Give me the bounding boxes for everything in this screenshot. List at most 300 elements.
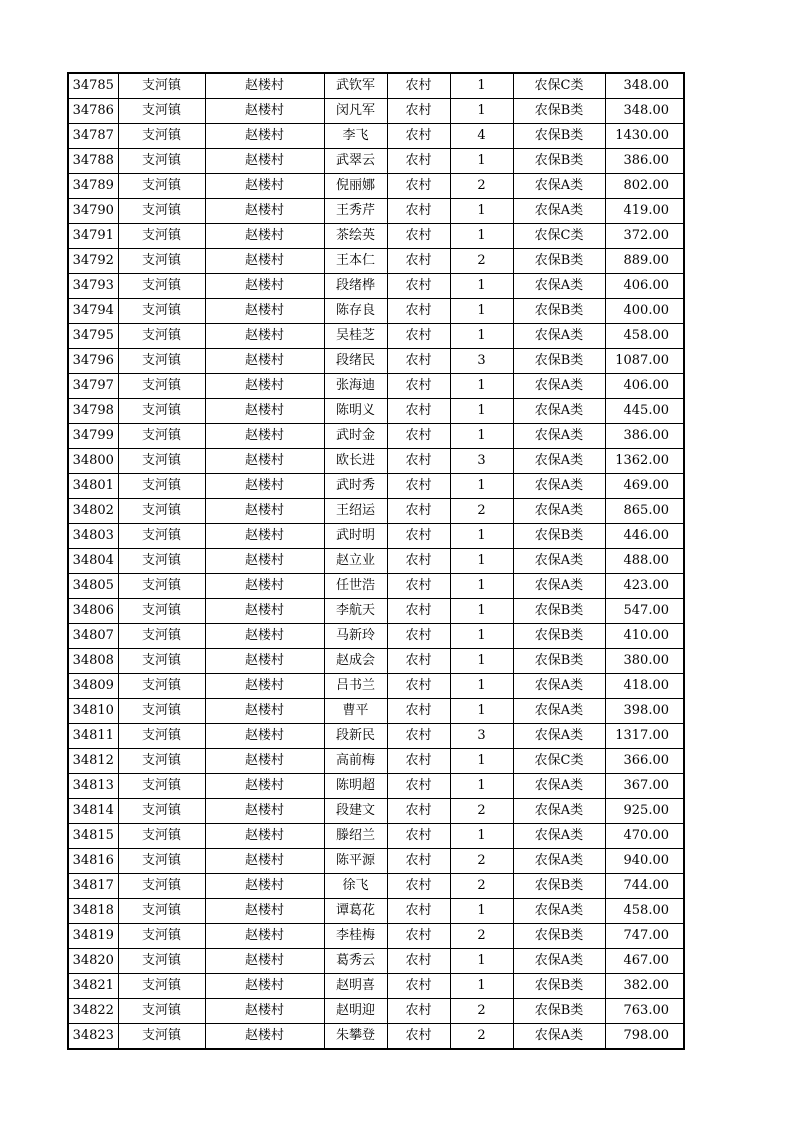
- amount-cell: 1317.00: [605, 724, 684, 749]
- town-cell: 支河镇: [118, 999, 205, 1024]
- name-cell: 赵立业: [324, 549, 387, 574]
- name-cell: 段绪民: [324, 349, 387, 374]
- serial-number-cell: 34795: [68, 324, 118, 349]
- household-size-cell: 1: [450, 749, 513, 774]
- name-cell: 任世浩: [324, 574, 387, 599]
- insurance-category-cell: 农保B类: [513, 974, 605, 999]
- household-size-cell: 2: [450, 849, 513, 874]
- insurance-category-cell: 农保A类: [513, 674, 605, 699]
- village-cell: 赵楼村: [205, 249, 324, 274]
- table-row: [68, 99, 684, 124]
- serial-number-cell: 34786: [68, 99, 118, 124]
- household-type-cell: 农村: [387, 799, 450, 824]
- serial-number-cell: 34785: [68, 73, 118, 99]
- town-cell: 支河镇: [118, 399, 205, 424]
- table-row: [68, 524, 684, 549]
- village-cell: 赵楼村: [205, 399, 324, 424]
- name-cell: 倪丽娜: [324, 174, 387, 199]
- household-type-cell: 农村: [387, 674, 450, 699]
- insurance-category-cell: 农保B类: [513, 249, 605, 274]
- household-size-cell: 1: [450, 774, 513, 799]
- name-cell: 赵明迎: [324, 999, 387, 1024]
- name-cell: 徐飞: [324, 874, 387, 899]
- household-size-cell: 1: [450, 624, 513, 649]
- household-size-cell: 3: [450, 449, 513, 474]
- serial-number-cell: 34805: [68, 574, 118, 599]
- insurance-category-cell: 农保C类: [513, 73, 605, 99]
- town-cell: 支河镇: [118, 699, 205, 724]
- name-cell: 张海迪: [324, 374, 387, 399]
- serial-number-cell: 34823: [68, 1024, 118, 1050]
- town-cell: 支河镇: [118, 574, 205, 599]
- amount-cell: 469.00: [605, 474, 684, 499]
- insurance-category-cell: 农保B类: [513, 524, 605, 549]
- household-size-cell: 2: [450, 999, 513, 1024]
- amount-cell: 367.00: [605, 774, 684, 799]
- serial-number-cell: 34801: [68, 474, 118, 499]
- village-cell: 赵楼村: [205, 149, 324, 174]
- household-type-cell: 农村: [387, 399, 450, 424]
- village-cell: 赵楼村: [205, 749, 324, 774]
- name-cell: 武时明: [324, 524, 387, 549]
- insurance-category-cell: 农保B类: [513, 99, 605, 124]
- insurance-category-cell: 农保B类: [513, 149, 605, 174]
- amount-cell: 1430.00: [605, 124, 684, 149]
- household-type-cell: 农村: [387, 249, 450, 274]
- town-cell: 支河镇: [118, 674, 205, 699]
- name-cell: 陈平源: [324, 849, 387, 874]
- town-cell: 支河镇: [118, 249, 205, 274]
- household-size-cell: 2: [450, 249, 513, 274]
- name-cell: 欧长进: [324, 449, 387, 474]
- household-type-cell: 农村: [387, 699, 450, 724]
- village-cell: 赵楼村: [205, 899, 324, 924]
- town-cell: 支河镇: [118, 1024, 205, 1050]
- insurance-category-cell: 农保A类: [513, 699, 605, 724]
- serial-number-cell: 34808: [68, 649, 118, 674]
- household-size-cell: 1: [450, 524, 513, 549]
- amount-cell: 410.00: [605, 624, 684, 649]
- village-cell: 赵楼村: [205, 799, 324, 824]
- household-size-cell: 1: [450, 224, 513, 249]
- town-cell: 支河镇: [118, 524, 205, 549]
- household-size-cell: 1: [450, 424, 513, 449]
- household-type-cell: 农村: [387, 99, 450, 124]
- serial-number-cell: 34787: [68, 124, 118, 149]
- table-row: [68, 724, 684, 749]
- insurance-category-cell: 农保A类: [513, 274, 605, 299]
- household-size-cell: 1: [450, 674, 513, 699]
- amount-cell: 798.00: [605, 1024, 684, 1050]
- serial-number-cell: 34792: [68, 249, 118, 274]
- village-cell: 赵楼村: [205, 649, 324, 674]
- amount-cell: 423.00: [605, 574, 684, 599]
- table-row: [68, 974, 684, 999]
- amount-cell: 445.00: [605, 399, 684, 424]
- household-size-cell: 1: [450, 399, 513, 424]
- village-cell: 赵楼村: [205, 274, 324, 299]
- household-size-cell: 1: [450, 299, 513, 324]
- town-cell: 支河镇: [118, 349, 205, 374]
- serial-number-cell: 34798: [68, 399, 118, 424]
- insurance-category-cell: 农保A类: [513, 549, 605, 574]
- table-row: [68, 424, 684, 449]
- insurance-category-cell: 农保B类: [513, 624, 605, 649]
- name-cell: 赵成会: [324, 649, 387, 674]
- table-row: [68, 999, 684, 1024]
- town-cell: 支河镇: [118, 73, 205, 99]
- insurance-category-cell: 农保A类: [513, 574, 605, 599]
- town-cell: 支河镇: [118, 849, 205, 874]
- allowance-table: [67, 72, 685, 1050]
- name-cell: 陈明义: [324, 399, 387, 424]
- household-size-cell: 1: [450, 274, 513, 299]
- household-type-cell: 农村: [387, 349, 450, 374]
- household-size-cell: 1: [450, 649, 513, 674]
- village-cell: 赵楼村: [205, 924, 324, 949]
- village-cell: 赵楼村: [205, 499, 324, 524]
- insurance-category-cell: 农保A类: [513, 824, 605, 849]
- table-row: [68, 699, 684, 724]
- household-type-cell: 农村: [387, 874, 450, 899]
- town-cell: 支河镇: [118, 549, 205, 574]
- serial-number-cell: 34815: [68, 824, 118, 849]
- table-row: [68, 349, 684, 374]
- name-cell: 段绪桦: [324, 274, 387, 299]
- insurance-category-cell: 农保C类: [513, 224, 605, 249]
- amount-cell: 372.00: [605, 224, 684, 249]
- insurance-category-cell: 农保A类: [513, 499, 605, 524]
- household-type-cell: 农村: [387, 774, 450, 799]
- serial-number-cell: 34821: [68, 974, 118, 999]
- table-row: [68, 299, 684, 324]
- table-row: [68, 949, 684, 974]
- table-row: [68, 174, 684, 199]
- name-cell: 武钦军: [324, 73, 387, 99]
- amount-cell: 380.00: [605, 649, 684, 674]
- serial-number-cell: 34791: [68, 224, 118, 249]
- insurance-category-cell: 农保A类: [513, 774, 605, 799]
- serial-number-cell: 34819: [68, 924, 118, 949]
- town-cell: 支河镇: [118, 374, 205, 399]
- serial-number-cell: 34822: [68, 999, 118, 1024]
- amount-cell: 418.00: [605, 674, 684, 699]
- insurance-category-cell: 农保A类: [513, 724, 605, 749]
- household-type-cell: 农村: [387, 899, 450, 924]
- serial-number-cell: 34811: [68, 724, 118, 749]
- town-cell: 支河镇: [118, 749, 205, 774]
- table-row: [68, 1024, 684, 1050]
- town-cell: 支河镇: [118, 424, 205, 449]
- village-cell: 赵楼村: [205, 949, 324, 974]
- amount-cell: 458.00: [605, 324, 684, 349]
- amount-cell: 446.00: [605, 524, 684, 549]
- table-row: [68, 274, 684, 299]
- town-cell: 支河镇: [118, 874, 205, 899]
- table-row: [68, 874, 684, 899]
- village-cell: 赵楼村: [205, 874, 324, 899]
- insurance-category-cell: 农保A类: [513, 424, 605, 449]
- household-type-cell: 农村: [387, 999, 450, 1024]
- village-cell: 赵楼村: [205, 849, 324, 874]
- insurance-category-cell: 农保B类: [513, 599, 605, 624]
- amount-cell: 747.00: [605, 924, 684, 949]
- serial-number-cell: 34797: [68, 374, 118, 399]
- household-type-cell: 农村: [387, 824, 450, 849]
- table-row: [68, 73, 684, 99]
- household-size-cell: 1: [450, 73, 513, 99]
- serial-number-cell: 34804: [68, 549, 118, 574]
- household-type-cell: 农村: [387, 499, 450, 524]
- insurance-category-cell: 农保A类: [513, 1024, 605, 1050]
- name-cell: 武时金: [324, 424, 387, 449]
- name-cell: 朱攀登: [324, 1024, 387, 1050]
- name-cell: 武翠云: [324, 149, 387, 174]
- amount-cell: 488.00: [605, 549, 684, 574]
- village-cell: 赵楼村: [205, 299, 324, 324]
- household-type-cell: 农村: [387, 449, 450, 474]
- village-cell: 赵楼村: [205, 349, 324, 374]
- village-cell: 赵楼村: [205, 449, 324, 474]
- town-cell: 支河镇: [118, 449, 205, 474]
- table-row: [68, 449, 684, 474]
- serial-number-cell: 34809: [68, 674, 118, 699]
- table-row: [68, 549, 684, 574]
- household-type-cell: 农村: [387, 574, 450, 599]
- name-cell: 葛秀云: [324, 949, 387, 974]
- village-cell: 赵楼村: [205, 549, 324, 574]
- household-size-cell: 1: [450, 324, 513, 349]
- household-size-cell: 2: [450, 874, 513, 899]
- town-cell: 支河镇: [118, 899, 205, 924]
- table-row: [68, 324, 684, 349]
- amount-cell: 366.00: [605, 749, 684, 774]
- serial-number-cell: 34806: [68, 599, 118, 624]
- household-size-cell: 1: [450, 949, 513, 974]
- household-type-cell: 农村: [387, 324, 450, 349]
- table-row: [68, 649, 684, 674]
- town-cell: 支河镇: [118, 149, 205, 174]
- amount-cell: 1087.00: [605, 349, 684, 374]
- amount-cell: 925.00: [605, 799, 684, 824]
- table-row: [68, 499, 684, 524]
- insurance-category-cell: 农保A类: [513, 399, 605, 424]
- table-row: [68, 824, 684, 849]
- household-size-cell: 1: [450, 974, 513, 999]
- serial-number-cell: 34807: [68, 624, 118, 649]
- table-row: [68, 224, 684, 249]
- insurance-category-cell: 农保A类: [513, 174, 605, 199]
- amount-cell: 348.00: [605, 73, 684, 99]
- table-body: [68, 73, 684, 1049]
- household-size-cell: 1: [450, 824, 513, 849]
- insurance-category-cell: 农保B类: [513, 124, 605, 149]
- household-size-cell: 3: [450, 724, 513, 749]
- serial-number-cell: 34803: [68, 524, 118, 549]
- table-row: [68, 399, 684, 424]
- serial-number-cell: 34817: [68, 874, 118, 899]
- household-size-cell: 1: [450, 699, 513, 724]
- household-type-cell: 农村: [387, 1024, 450, 1050]
- village-cell: 赵楼村: [205, 824, 324, 849]
- amount-cell: 802.00: [605, 174, 684, 199]
- household-size-cell: 1: [450, 599, 513, 624]
- serial-number-cell: 34814: [68, 799, 118, 824]
- household-type-cell: 农村: [387, 424, 450, 449]
- village-cell: 赵楼村: [205, 574, 324, 599]
- name-cell: 陈存良: [324, 299, 387, 324]
- town-cell: 支河镇: [118, 649, 205, 674]
- household-size-cell: 4: [450, 124, 513, 149]
- insurance-category-cell: 农保B类: [513, 874, 605, 899]
- household-size-cell: 2: [450, 1024, 513, 1050]
- serial-number-cell: 34793: [68, 274, 118, 299]
- amount-cell: 382.00: [605, 974, 684, 999]
- town-cell: 支河镇: [118, 299, 205, 324]
- insurance-category-cell: 农保A类: [513, 799, 605, 824]
- village-cell: 赵楼村: [205, 424, 324, 449]
- table-row: [68, 849, 684, 874]
- village-cell: 赵楼村: [205, 124, 324, 149]
- name-cell: 王本仁: [324, 249, 387, 274]
- table-row: [68, 799, 684, 824]
- name-cell: 滕绍兰: [324, 824, 387, 849]
- table-row: [68, 124, 684, 149]
- household-size-cell: 1: [450, 374, 513, 399]
- village-cell: 赵楼村: [205, 374, 324, 399]
- serial-number-cell: 34789: [68, 174, 118, 199]
- household-type-cell: 农村: [387, 199, 450, 224]
- household-type-cell: 农村: [387, 524, 450, 549]
- household-type-cell: 农村: [387, 73, 450, 99]
- household-size-cell: 2: [450, 799, 513, 824]
- household-type-cell: 农村: [387, 149, 450, 174]
- amount-cell: 1362.00: [605, 449, 684, 474]
- village-cell: 赵楼村: [205, 624, 324, 649]
- town-cell: 支河镇: [118, 224, 205, 249]
- village-cell: 赵楼村: [205, 73, 324, 99]
- insurance-category-cell: 农保C类: [513, 749, 605, 774]
- village-cell: 赵楼村: [205, 999, 324, 1024]
- serial-number-cell: 34790: [68, 199, 118, 224]
- insurance-category-cell: 农保B类: [513, 924, 605, 949]
- amount-cell: 400.00: [605, 299, 684, 324]
- household-size-cell: 1: [450, 574, 513, 599]
- name-cell: 闵凡军: [324, 99, 387, 124]
- household-size-cell: 1: [450, 549, 513, 574]
- town-cell: 支河镇: [118, 824, 205, 849]
- town-cell: 支河镇: [118, 974, 205, 999]
- town-cell: 支河镇: [118, 599, 205, 624]
- table-row: [68, 774, 684, 799]
- town-cell: 支河镇: [118, 199, 205, 224]
- serial-number-cell: 34813: [68, 774, 118, 799]
- table-row: [68, 899, 684, 924]
- household-type-cell: 农村: [387, 749, 450, 774]
- town-cell: 支河镇: [118, 624, 205, 649]
- amount-cell: 467.00: [605, 949, 684, 974]
- serial-number-cell: 34820: [68, 949, 118, 974]
- insurance-category-cell: 农保A类: [513, 899, 605, 924]
- household-type-cell: 农村: [387, 274, 450, 299]
- name-cell: 段建文: [324, 799, 387, 824]
- amount-cell: 763.00: [605, 999, 684, 1024]
- amount-cell: 386.00: [605, 424, 684, 449]
- name-cell: 李航天: [324, 599, 387, 624]
- amount-cell: 470.00: [605, 824, 684, 849]
- household-size-cell: 1: [450, 199, 513, 224]
- household-size-cell: 1: [450, 899, 513, 924]
- household-size-cell: 1: [450, 149, 513, 174]
- insurance-category-cell: 农保A类: [513, 949, 605, 974]
- amount-cell: 458.00: [605, 899, 684, 924]
- amount-cell: 744.00: [605, 874, 684, 899]
- name-cell: 吴桂芝: [324, 324, 387, 349]
- amount-cell: 386.00: [605, 149, 684, 174]
- insurance-category-cell: 农保B类: [513, 299, 605, 324]
- serial-number-cell: 34816: [68, 849, 118, 874]
- name-cell: 茶绘英: [324, 224, 387, 249]
- amount-cell: 889.00: [605, 249, 684, 274]
- household-type-cell: 农村: [387, 624, 450, 649]
- town-cell: 支河镇: [118, 99, 205, 124]
- amount-cell: 419.00: [605, 199, 684, 224]
- serial-number-cell: 34788: [68, 149, 118, 174]
- serial-number-cell: 34800: [68, 449, 118, 474]
- table-row: [68, 199, 684, 224]
- serial-number-cell: 34818: [68, 899, 118, 924]
- household-size-cell: 2: [450, 499, 513, 524]
- serial-number-cell: 34794: [68, 299, 118, 324]
- town-cell: 支河镇: [118, 274, 205, 299]
- amount-cell: 940.00: [605, 849, 684, 874]
- village-cell: 赵楼村: [205, 774, 324, 799]
- table-row: [68, 749, 684, 774]
- household-type-cell: 农村: [387, 174, 450, 199]
- name-cell: 吕书兰: [324, 674, 387, 699]
- table-row: [68, 599, 684, 624]
- household-type-cell: 农村: [387, 924, 450, 949]
- town-cell: 支河镇: [118, 949, 205, 974]
- table-row: [68, 674, 684, 699]
- table-row: [68, 374, 684, 399]
- household-size-cell: 2: [450, 924, 513, 949]
- name-cell: 高前梅: [324, 749, 387, 774]
- village-cell: 赵楼村: [205, 199, 324, 224]
- name-cell: 武时秀: [324, 474, 387, 499]
- name-cell: 陈明超: [324, 774, 387, 799]
- village-cell: 赵楼村: [205, 174, 324, 199]
- town-cell: 支河镇: [118, 474, 205, 499]
- amount-cell: 406.00: [605, 374, 684, 399]
- insurance-category-cell: 农保A类: [513, 474, 605, 499]
- household-type-cell: 农村: [387, 124, 450, 149]
- name-cell: 赵明喜: [324, 974, 387, 999]
- name-cell: 李桂梅: [324, 924, 387, 949]
- name-cell: 曹平: [324, 699, 387, 724]
- insurance-category-cell: 农保A类: [513, 199, 605, 224]
- household-type-cell: 农村: [387, 649, 450, 674]
- village-cell: 赵楼村: [205, 474, 324, 499]
- amount-cell: 865.00: [605, 499, 684, 524]
- serial-number-cell: 34796: [68, 349, 118, 374]
- village-cell: 赵楼村: [205, 724, 324, 749]
- village-cell: 赵楼村: [205, 974, 324, 999]
- town-cell: 支河镇: [118, 799, 205, 824]
- table-row: [68, 149, 684, 174]
- serial-number-cell: 34810: [68, 699, 118, 724]
- household-type-cell: 农村: [387, 849, 450, 874]
